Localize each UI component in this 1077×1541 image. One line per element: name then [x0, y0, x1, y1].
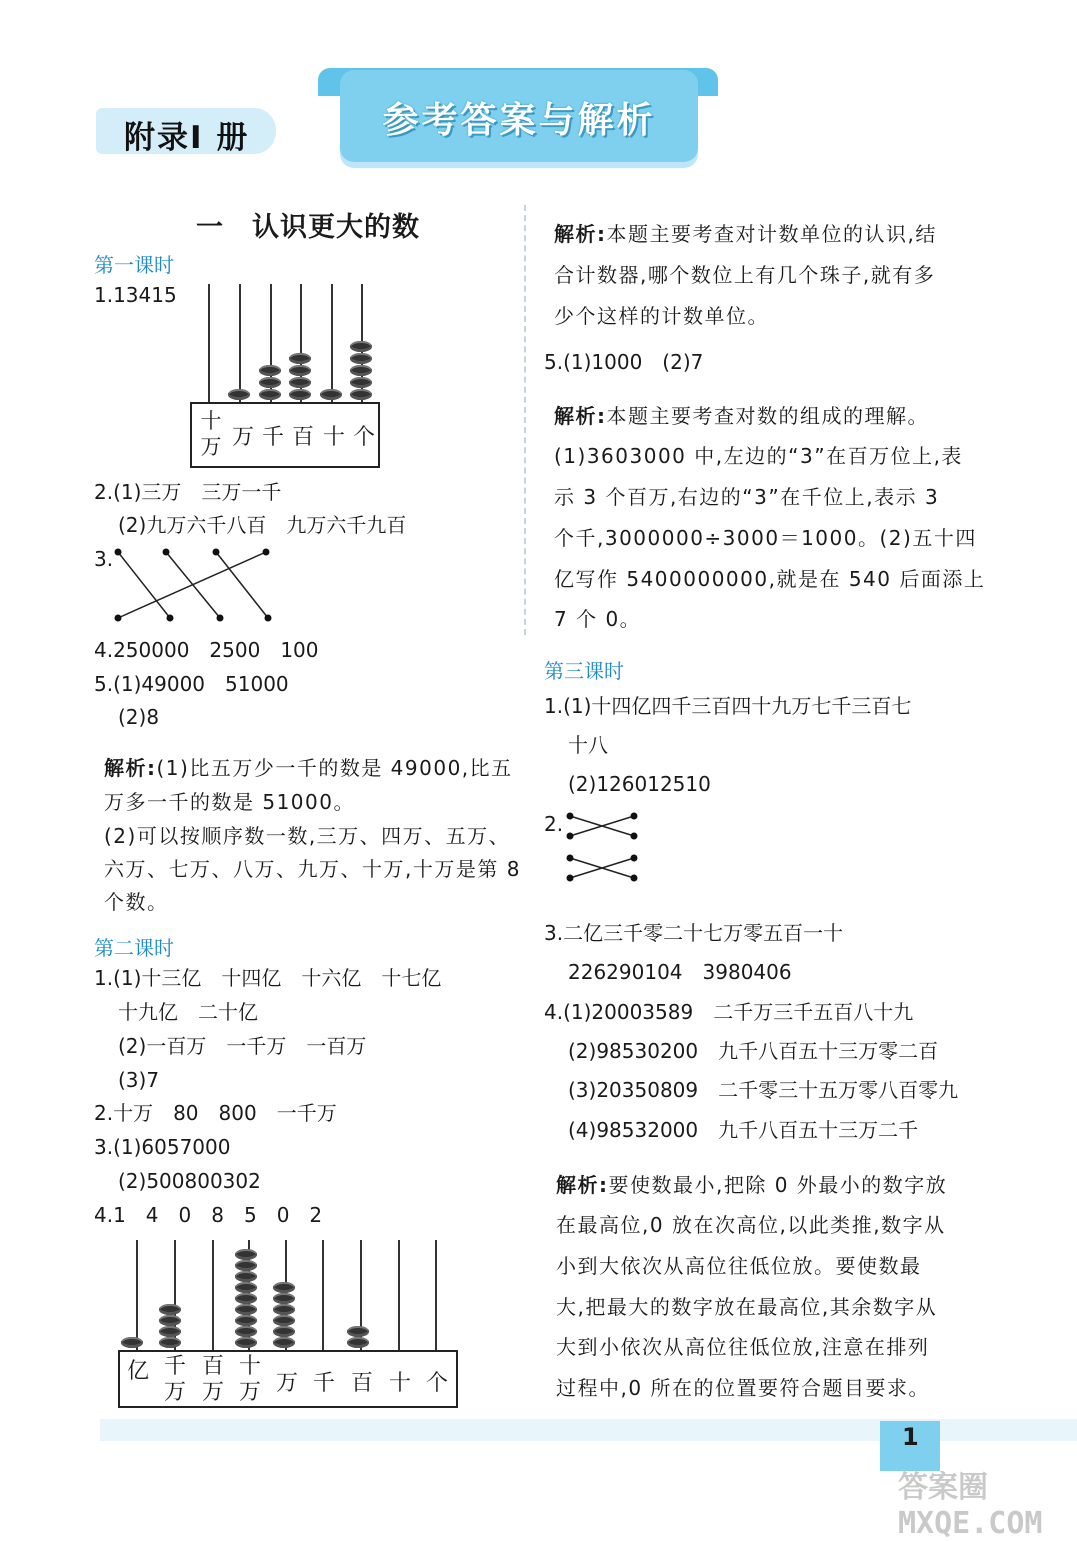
- chapter-title: 一 认识更大的数: [196, 212, 420, 243]
- watermark: 答案圈 MXQE.COM: [898, 1470, 1043, 1541]
- abacus-1: [190, 282, 380, 468]
- abacus-2-frame: 亿 千 万 百 万 十 万 万 千 百 十 个: [118, 1350, 458, 1408]
- lesson1-title: 第一课时: [94, 253, 174, 277]
- l1-q1: 1.13415: [94, 283, 177, 307]
- l3-q4b: (2)98530200 九千八百五十三万零二百: [568, 1039, 939, 1063]
- matching-lines-1: [110, 546, 280, 626]
- l3-q3b: 226290104 3980406: [568, 960, 792, 984]
- appendix-tag-text: 附录Ⅰ 册: [124, 120, 250, 156]
- l3-q1a: 1.(1)十四亿四千三百四十九万七千三百七: [544, 694, 912, 718]
- l3-exp-line1: 解析:要使数最小,把除 0 外最小的数字放: [556, 1173, 948, 1197]
- page-number: 1: [902, 1423, 919, 1451]
- l3-exp-line5: 大到小依次从高位往低位放,注意在排列: [556, 1335, 930, 1359]
- l2-q1c: (2)一百万 一千万 一百万: [118, 1034, 367, 1058]
- r-exp-a-line3: 少个这样的计数单位。: [554, 304, 769, 328]
- l3-exp-line2: 在最高位,0 放在次高位,以此类推,数字从: [556, 1213, 946, 1237]
- r-exp-b-line5: 亿写作 5400000000,就是在 540 后面添上: [554, 567, 986, 591]
- l1-q5a: 5.(1)49000 51000: [94, 672, 289, 696]
- l2-q1d: (3)7: [118, 1068, 160, 1092]
- l1-q2b: (2)九万六千八百 九万六千九百: [118, 513, 407, 537]
- l2-q1a: 1.(1)十三亿 十四亿 十六亿 十七亿: [94, 966, 442, 990]
- r-exp-a-line2: 合计数器,哪个数位上有几个珠子,就有多: [554, 263, 936, 287]
- l3-q2: 2.: [544, 812, 564, 836]
- lesson3-title: 第三课时: [544, 659, 624, 683]
- l1-exp-line3: (2)可以按顺序数一数,三万、四万、五万、: [104, 824, 511, 848]
- l3-q1b: 十八: [568, 733, 608, 757]
- l1-exp-line1: 解析:(1)比五万少一千的数是 49000,比五: [104, 756, 513, 780]
- r-exp-b-line6: 7 个 0。: [554, 607, 642, 631]
- l2-q2: 2.十万 80 800 一千万: [94, 1101, 337, 1125]
- r-q5: 5.(1)1000 (2)7: [544, 350, 704, 374]
- lesson2-title: 第二课时: [94, 936, 174, 960]
- l1-exp-line5: 个数。: [104, 890, 169, 914]
- l1-exp-line4: 六万、七万、八万、九万、十万,十万是第 8: [104, 857, 521, 881]
- l3-q3a: 3.二亿三千零二十七万零五百一十: [544, 921, 844, 945]
- l1-q5b: (2)8: [118, 705, 160, 729]
- appendix-tag: [96, 108, 276, 154]
- abacus-1-frame: 十 万 万 千 百 十 个: [190, 402, 380, 468]
- l1-q4: 4.250000 2500 100: [94, 638, 319, 662]
- l3-q1c: (2)126012510: [568, 772, 711, 796]
- column-divider: [524, 205, 526, 635]
- l1-q2a: 2.(1)三万 三万一千: [94, 480, 282, 504]
- l1-exp-line2: 万多一千的数是 51000。: [104, 790, 355, 814]
- r-exp-b-line3: 示 3 个百万,右边的“3”在千位上,表示 3: [554, 485, 940, 509]
- r-exp-b-line4: 个千,3000000÷3000＝1000。(2)五十四: [554, 526, 977, 550]
- l3-exp-line6: 过程中,0 所在的位置要符合题目要求。: [556, 1376, 930, 1400]
- l2-q4: 4.1 4 0 8 5 0 2: [94, 1203, 323, 1227]
- l3-exp-line3: 小到大依次从高位往低位放。要使数最: [556, 1254, 922, 1278]
- matching-lines-2: [562, 810, 644, 884]
- l3-q4c: (3)20350809 二千零三十五万零八百零九: [568, 1078, 959, 1102]
- l3-q4d: (4)98532000 九千八百五十三万二千: [568, 1118, 919, 1142]
- abacus-2: [118, 1238, 458, 1408]
- banner-title: 参考答案与解析: [382, 100, 656, 141]
- l3-exp-line4: 大,把最大的数字放在最高位,其余数字从: [556, 1295, 938, 1319]
- l3-q4a: 4.(1)20003589 二千万三千五百八十九: [544, 1000, 914, 1024]
- r-exp-b-line1: 解析:本题主要考查对数的组成的理解。: [554, 404, 929, 428]
- r-exp-a-line1: 解析:本题主要考查对计数单位的认识,结: [554, 222, 937, 246]
- r-exp-b-line2: (1)3603000 中,左边的“3”在百万位上,表: [554, 444, 963, 468]
- title-banner: [340, 70, 698, 162]
- l1-q3: 3.: [94, 547, 114, 571]
- l2-q3a: 3.(1)6057000: [94, 1135, 231, 1159]
- l2-q1b: 十九亿 二十亿: [118, 1000, 258, 1024]
- l2-q3b: (2)500800302: [118, 1169, 261, 1193]
